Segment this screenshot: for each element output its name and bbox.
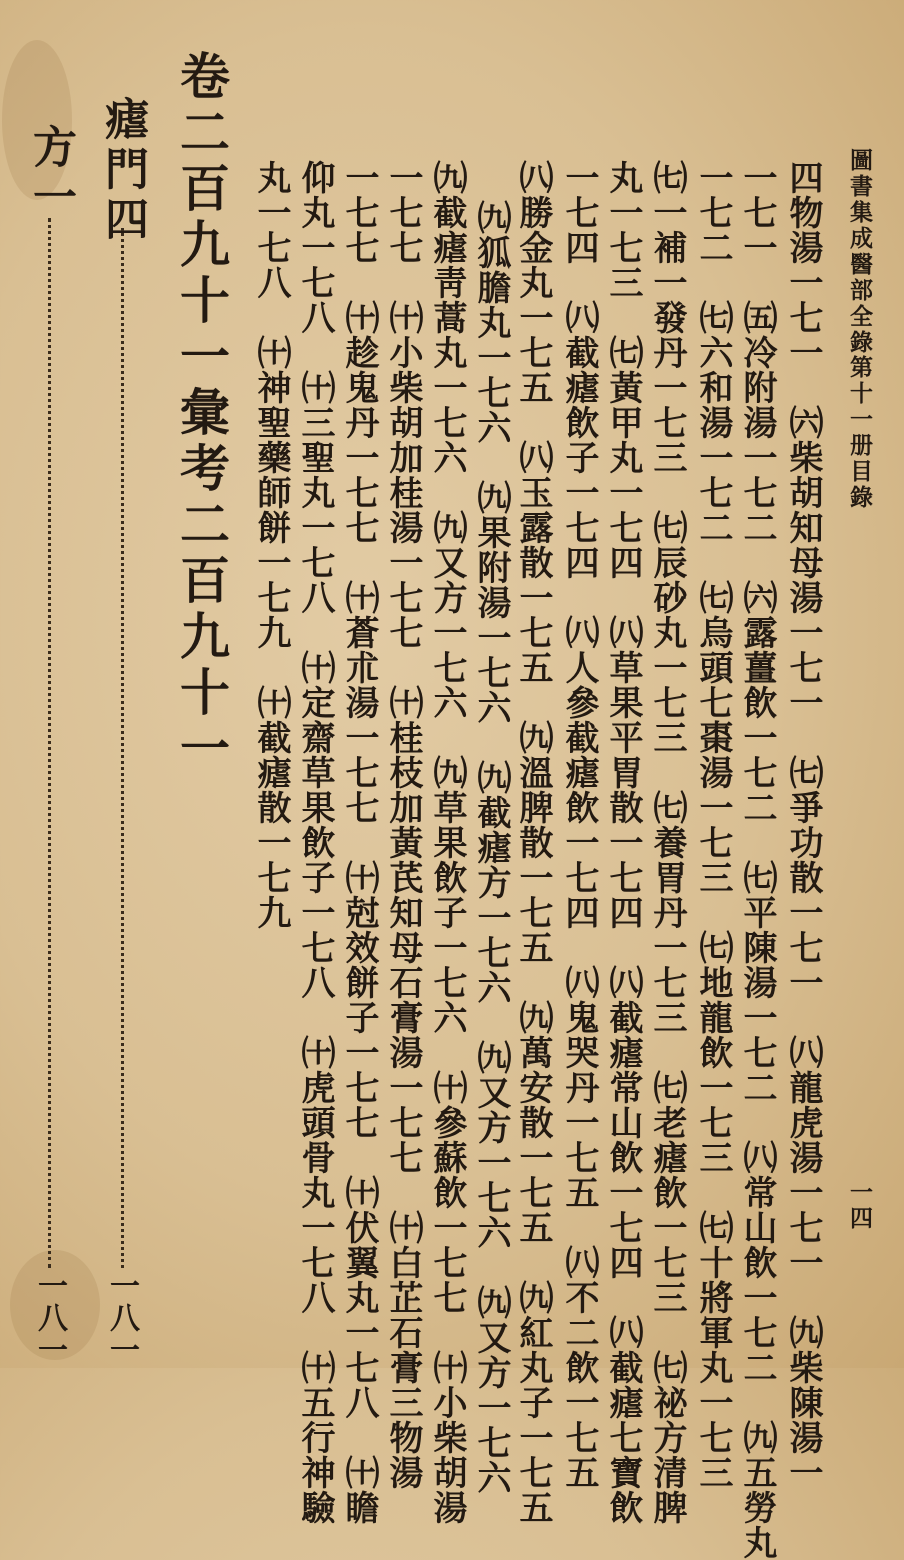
text-line-11: 一七七 ㈩趁鬼丹一七七 ㈩蒼朮湯一七七 ㈩尅效餅子一七七 ㈩伏翼丸一七八 ㈩瞻 [339, 160, 379, 1525]
text-line-13: 丸一七八 ㈩神聖藥師餅一七九 ㈩截瘧散一七九 [251, 160, 291, 930]
text-line-10: 一七七 ㈩小柴胡加桂湯一七七 ㈩桂枝加黃芪知母石膏湯一七七 ㈩白芷石膏三物湯 [383, 160, 423, 1490]
text-line-12: 仰丸一七八 ㈩三聖丸一七八 ㈩定齋草果飲子一七八 ㈩虎頭骨丸一七八 ㈩五行神驗 [295, 160, 335, 1525]
section-heading: 卷二百九十一彙考二百九十一 [172, 50, 231, 778]
toc-entry-page: 一八一 [32, 1270, 67, 1366]
toc-leader-dots [48, 218, 51, 1268]
page-number: 一四 [846, 1180, 873, 1232]
toc-entry-label: 方一 [25, 124, 76, 224]
toc-entry-label: 瘧門四 [97, 96, 148, 246]
text-line-6: 一七四 ㈧截瘧飲子一七四 ㈧人參截瘧飲一七四 ㈧鬼哭丹一七五 ㈧不二飲一七五 [559, 160, 599, 1490]
toc-entry-page: 一八一 [104, 1270, 139, 1366]
text-line-2: 一七一 ㈤冷附湯一七二 ㈥露薑飲一七二 ㈦平陳湯一七二 ㈧常山飲一七二 ㈨五勞丸 [737, 160, 777, 1560]
text-line-9: ㈨截瘧靑蒿丸一七六 ㈨又方一七六 ㈨草果飲子一七六 ㈩參蘇飲一七七 ㈩小柴胡湯 [427, 160, 467, 1525]
toc-leader-dots [121, 228, 124, 1268]
text-line-1: 四物湯一七一 ㈥柴胡知母湯一七一 ㈦爭功散一七一 ㈧龍虎湯一七一 ㈨柴陳湯一 [783, 160, 823, 1490]
text-line-5: 丸一七三 ㈦黃甲丸一七四 ㈧草果平胃散一七四 ㈧截瘧常山飲一七四 ㈧截瘧七寶飲 [603, 160, 643, 1525]
text-line-3: 一七二 ㈦六和湯一七二 ㈦烏頭七棗湯一七三 ㈦地龍飲一七三 ㈦十將軍丸一七三 [693, 160, 733, 1490]
text-line-7: ㈧勝金丸一七五 ㈧玉露散一七五 ㈨溫脾散一七五 ㈨萬安散一七五 ㈨紅丸子一七五 [513, 160, 553, 1525]
text-line-4: ㈦一補一發丹一七三 ㈦辰砂丸一七三 ㈦養胃丹一七三 ㈦老瘧飲一七三 ㈦祕方清脾 [647, 160, 687, 1525]
book-title: 圖書集成醫部全錄 [846, 148, 873, 356]
text-line-8: ㈨狐膽丸一七六 ㈨果附湯一七六 ㈨截瘧方一七六 ㈨又方一七六 ㈨又方一七六 [471, 200, 511, 1495]
volume-label: 第十一册目錄 [846, 355, 873, 511]
